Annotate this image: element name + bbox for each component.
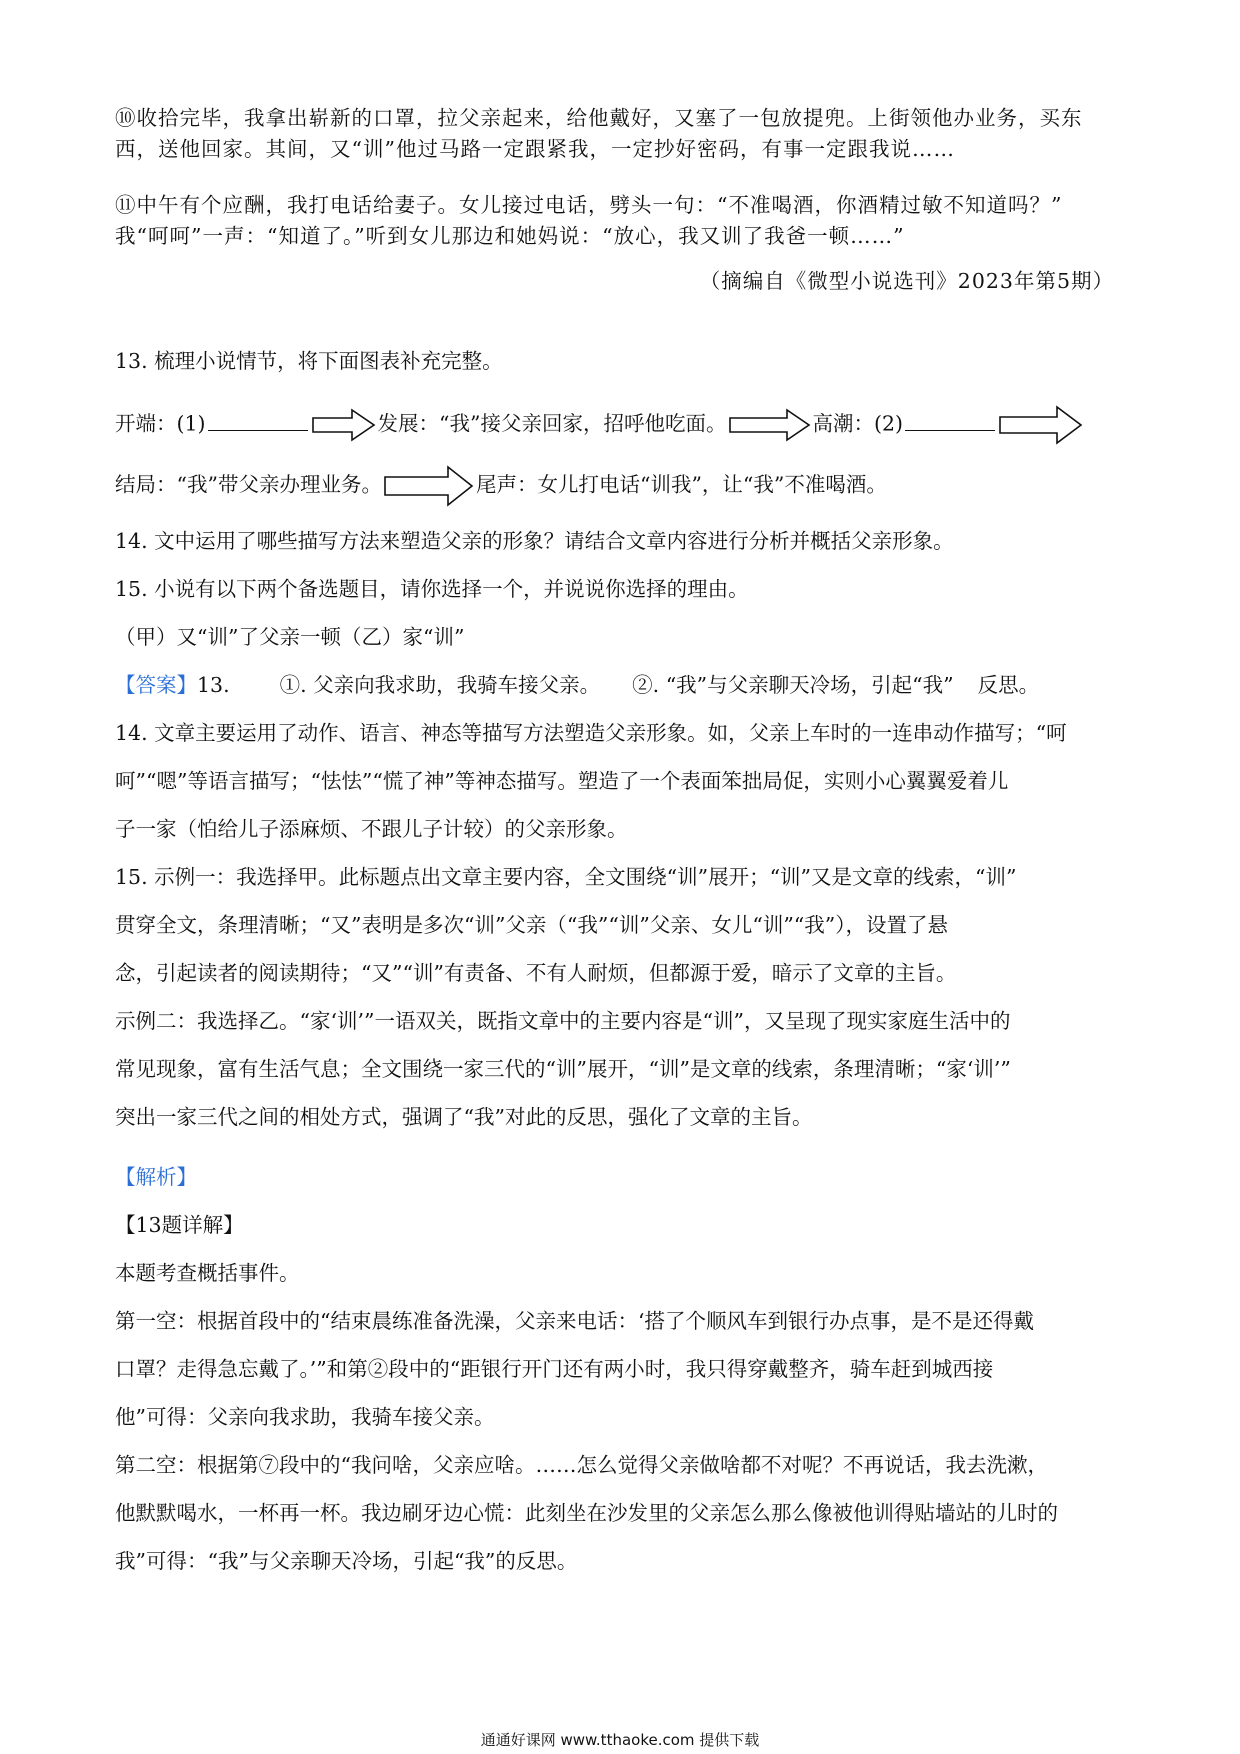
answer-15-line-1: 15. 示例一：我选择甲。此标题点出文章主要内容，全文围绕“训”展开；“训”又是文章的线索，“训” — [115, 865, 1017, 889]
plot-flow-row-1 — [115, 405, 1085, 445]
answer-tag: 【答案】 — [115, 673, 197, 697]
flow-develop-text: 发展：“我”接父亲回家，招呼他吃面。 — [377, 411, 727, 436]
analysis-tag: 【解析】 — [115, 1165, 197, 1189]
flow-start-label: 开端：(1) — [115, 411, 206, 436]
answer-15-line-3: 念，引起读者的阅读期待；“又”“训”有责备、不有人耐烦，但都源于爱，暗示了文章的主旨。 — [115, 961, 957, 985]
arrow-right-icon — [999, 405, 1083, 445]
answer-13 — [115, 669, 1039, 701]
answer-15-line-4: 示例二：我选择乙。“家‘训’”一语双关，既指文章中的主要内容是“训”，又呈现了现实家庭生活中的 — [115, 1009, 1011, 1033]
answer-13-part-1: ①. 父亲向我求助，我骑车接父亲。 — [279, 673, 601, 697]
answer-14-line-3: 子一家（怕给儿子添麻烦、不跟儿子计较）的父亲形象。 — [115, 817, 628, 841]
flow-epilogue-text: 尾声：女儿打电话“训我”，让“我”不准喝酒。 — [475, 472, 887, 497]
answer-13-number: 13. — [197, 673, 230, 697]
analysis-blank-2-line-1: 第二空：根据第⑦段中的“我问啥，父亲应啥。……怎么觉得父亲做啥都不对呢？不再说话，我去洗漱， — [115, 1453, 1048, 1477]
analysis-blank-2-line-3: 我”可得：“我”与父亲聊天冷场，引起“我”的反思。 — [115, 1549, 578, 1573]
analysis-blank-1-line-2: 口罩？走得急忘戴了。’”和第②段中的“距银行开门还有两小时，我只得穿戴整齐，骑车赶到城西接 — [115, 1357, 994, 1381]
question-14: 14. 文中运用了哪些描写方法来塑造父亲的形象？请结合文章内容进行分析并概括父亲形象。 — [115, 529, 954, 553]
analysis-intro: 本题考查概括事件。 — [115, 1261, 300, 1285]
story-source: （摘编自《微型小说选刊》2023年第5期） — [699, 269, 1114, 293]
answer-14-line-1: 14. 文章主要运用了动作、语言、神态等描写方法塑造父亲形象。如，父亲上车时的一连串动作描写；“呵 — [115, 721, 1067, 745]
answer-blank-1 — [208, 408, 308, 431]
answer-13-part-3: 反思。 — [977, 673, 1040, 697]
answer-15-line-6: 突出一家三代之间的相处方式，强调了“我”对此的反思，强化了文章的主旨。 — [115, 1105, 813, 1129]
story-paragraph-10-line-2: 西，送他回家。其间，又“训”他过马路一定跟紧我，一定抄好密码，有事一定跟我说…… — [115, 137, 955, 161]
story-paragraph-11-line-2: 我“呵呵”一声：“知道了。”听到女儿那边和她妈说：“放心，我又训了我爸一顿……” — [115, 224, 905, 248]
arrow-right-icon — [384, 465, 474, 507]
question-15-options: （甲）又“训”了父亲一顿（乙）家“训” — [115, 625, 465, 649]
analysis-q13-header: 【13题详解】 — [115, 1213, 244, 1237]
plot-flow-row-2 — [115, 465, 887, 507]
answer-15-line-5: 常见现象，富有生活气息；全文围绕一家三代的“训”展开，“训”是文章的线索，条理清晰；“家‘训’” — [115, 1057, 1011, 1081]
flow-climax-label: 高潮：(2) — [812, 411, 904, 436]
question-13: 13. 梳理小说情节，将下面图表补充完整。 — [115, 349, 503, 373]
analysis-blank-1-line-1: 第一空：根据首段中的“结束晨练准备洗澡，父亲来电话：‘搭了个顺风车到银行办点事，是不是还得戴 — [115, 1309, 1034, 1333]
story-paragraph-10-line-1: ⑩收拾完毕，我拿出崭新的口罩，拉父亲起来，给他戴好，又塞了一包放提兜。上街领他办业务，买东 — [115, 106, 1083, 130]
analysis-blank-2-line-2: 他默默喝水，一杯再一杯。我边刷牙边心慌：此刻坐在沙发里的父亲怎么那么像被他训得贴墙站的儿时的 — [115, 1501, 1058, 1525]
answer-15-line-2: 贯穿全文，条理清晰；“又”表明是多次“训”父亲（“我”“训”父亲、女儿“训”“我”），设置了悬 — [115, 913, 949, 937]
analysis-blank-1-line-3: 他”可得：父亲向我求助，我骑车接父亲。 — [115, 1405, 495, 1429]
page-footer: 通通好课网 www.tthaoke.com 提供下载 — [480, 1731, 760, 1749]
flow-ending-text: 结局：“我”带父亲办理业务。 — [115, 472, 382, 497]
answer-13-part-2: ②. “我”与父亲聊天冷场，引起“我” — [632, 673, 954, 697]
story-paragraph-11-line-1: ⑪中午有个应酬，我打电话给妻子。女儿接过电话，劈头一句：“不准喝酒，你酒精过敏不知道吗？” — [115, 193, 1063, 217]
answer-14-line-2: 呵”“嗯”等语言描写；“怯怯”“慌了神”等神态描写。塑造了一个表面笨拙局促，实则小心翼翼爱着儿 — [115, 769, 1009, 793]
arrow-right-icon — [312, 408, 376, 442]
answer-blank-2 — [905, 408, 995, 431]
question-15: 15. 小说有以下两个备选题目，请你选择一个，并说说你选择的理由。 — [115, 577, 749, 601]
arrow-right-icon — [729, 408, 811, 442]
